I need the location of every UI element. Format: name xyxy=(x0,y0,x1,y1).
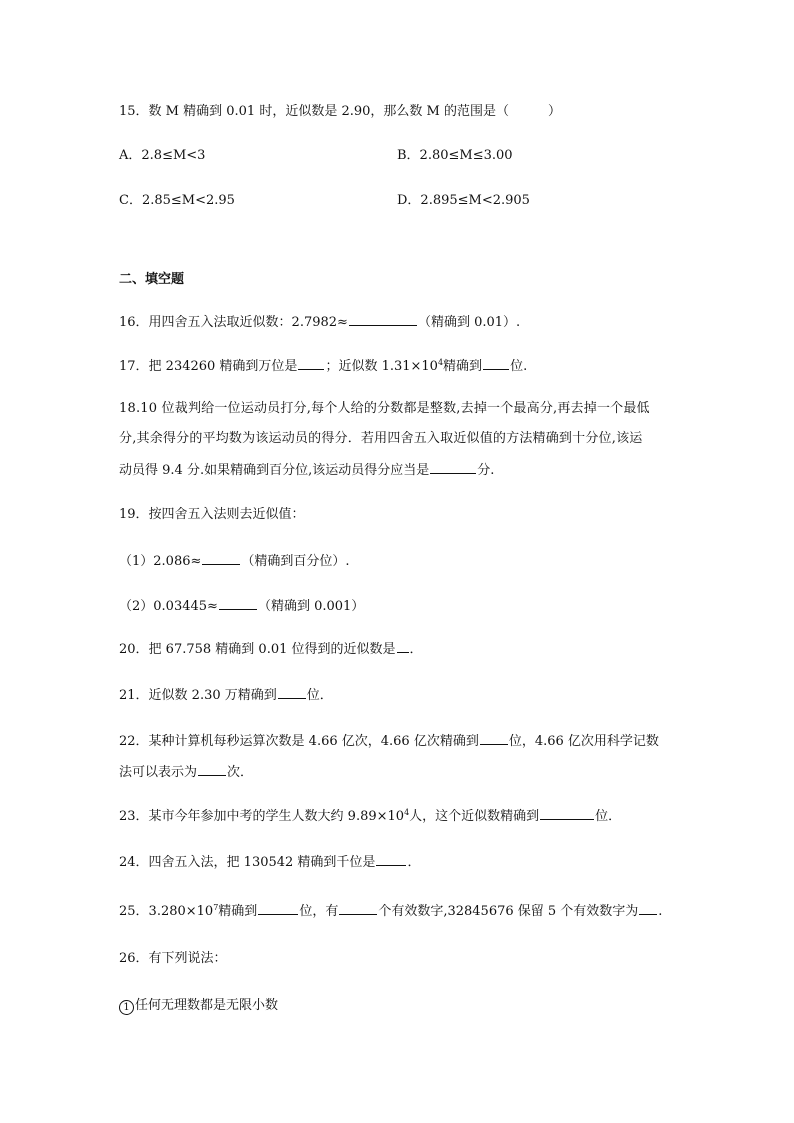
answer-blank xyxy=(376,851,406,866)
q22-text-line2: 法可以表示为 xyxy=(119,765,198,780)
q16-text-tail: （精确到 0.01）. xyxy=(417,315,521,330)
answer-blank xyxy=(202,550,240,565)
answer-blank xyxy=(219,595,257,610)
q17-text: 17．把 234260 精确到万位是 xyxy=(119,359,298,374)
q22-text-tail: 次． xyxy=(227,765,254,780)
q17-text-mid: ；近似数 1.31×10 xyxy=(325,359,438,374)
answer-blank xyxy=(278,684,306,699)
q20-text: 20．把 67.758 精确到 0.01 位得到的近似数是 xyxy=(119,642,396,657)
question-23 xyxy=(119,805,621,827)
question-22-line1 xyxy=(119,730,659,752)
q18-text: 动员得 9.4 分.如果精确到百分位,该运动员得分应当是 xyxy=(119,463,430,478)
q25-text-tail: . xyxy=(658,904,663,919)
question-26-stem: 26．有下列说法： xyxy=(119,951,227,966)
q16-text: 16．用四舍五入法取近似数：2.7982≈ xyxy=(119,315,348,330)
answer-blank xyxy=(397,638,409,653)
q20-text-tail: ． xyxy=(409,642,423,657)
q15-option-b: B．2.80≤M≤3.00 xyxy=(397,148,513,163)
q24-text-tail: ． xyxy=(407,855,421,870)
q19-part2-tail: （精确到 0.001） xyxy=(257,599,365,614)
q17-text-mid2: 精确到 xyxy=(443,359,483,374)
section-heading: 二、填空题 xyxy=(119,272,185,287)
q23-text: 23．某市今年参加中考的学生人数大约 9.89×10 xyxy=(119,809,405,824)
q24-text: 24．四舍五入法，把 130542 精确到千位是 xyxy=(119,855,376,870)
q23-text-tail: 位． xyxy=(595,809,622,824)
q18-text-tail: 分. xyxy=(477,463,495,478)
q23-text-mid: 人，这个近似数精确到 xyxy=(409,809,540,824)
q21-text-tail: 位． xyxy=(306,688,333,703)
q25-text-2: 精确到 xyxy=(218,904,258,919)
answer-blank xyxy=(540,805,594,820)
q15-option-c: C．2.85≤M<2.95 xyxy=(119,193,235,208)
q19-part1-text: （1）2.086≈ xyxy=(119,554,202,569)
circled-number-one: 1 xyxy=(119,1000,134,1015)
q17-text-tail: 位. xyxy=(510,359,528,374)
q25-text: 25．3.280×10 xyxy=(119,904,214,919)
question-15-stem: 15．数 M 精确到 0.01 时，近似数是 2.90，那么数 M 的范围是（ ） xyxy=(119,104,561,119)
answer-blank xyxy=(339,900,377,915)
question-16 xyxy=(119,311,520,333)
q25-text-3: 位，有 xyxy=(299,904,339,919)
answer-blank xyxy=(198,761,226,776)
q15-option-d: D．2.895≤M<2.905 xyxy=(397,193,530,208)
q21-text: 21．近似数 2.30 万精确到 xyxy=(119,688,277,703)
question-22-line2 xyxy=(119,761,253,783)
question-19-stem: 19．按四舍五入法则去近似值： xyxy=(119,507,305,522)
q15-option-a: A．2.8≤M<3 xyxy=(119,148,206,163)
answer-blank xyxy=(298,355,324,370)
question-18-line2: 分,其余得分的平均数为该运动员的得分．若用四舍五入取近似值的方法精确到十分位,该运 xyxy=(119,431,643,446)
question-25 xyxy=(119,900,662,922)
q26-item1-text: 任何无理数都是无限小数 xyxy=(135,998,279,1013)
question-18-line1: 18.10 位裁判给一位运动员打分,每个人给的分数都是整数,去掉一个最高分,再去掉一个最低 xyxy=(119,401,650,416)
question-24 xyxy=(119,851,420,873)
exponent: 7 xyxy=(213,903,219,912)
answer-blank xyxy=(349,311,417,326)
question-20 xyxy=(119,638,423,660)
answer-blank xyxy=(483,355,509,370)
q25-text-4: 个有效数字,32845676 保留 5 个有效数字为 xyxy=(378,904,639,919)
answer-blank xyxy=(480,730,508,745)
question-19-part-2 xyxy=(119,595,364,617)
question-19-part-1 xyxy=(119,550,350,572)
q22-text-mid: 位，4.66 亿次用科学记数 xyxy=(508,734,659,749)
question-26-item-1 xyxy=(119,996,278,1016)
answer-blank xyxy=(430,459,476,474)
exponent: 4 xyxy=(404,808,410,817)
question-18-line3 xyxy=(119,459,494,481)
answer-blank xyxy=(258,900,298,915)
question-21 xyxy=(119,684,333,706)
question-17 xyxy=(119,355,527,377)
answer-blank xyxy=(639,900,657,915)
q19-part1-tail: （精确到百分位）. xyxy=(241,554,350,569)
q22-text: 22．某种计算机每秒运算次数是 4.66 亿次，4.66 亿次精确到 xyxy=(119,734,479,749)
q19-part2-text: （2）0.03445≈ xyxy=(119,599,218,614)
exponent: 4 xyxy=(437,358,444,367)
